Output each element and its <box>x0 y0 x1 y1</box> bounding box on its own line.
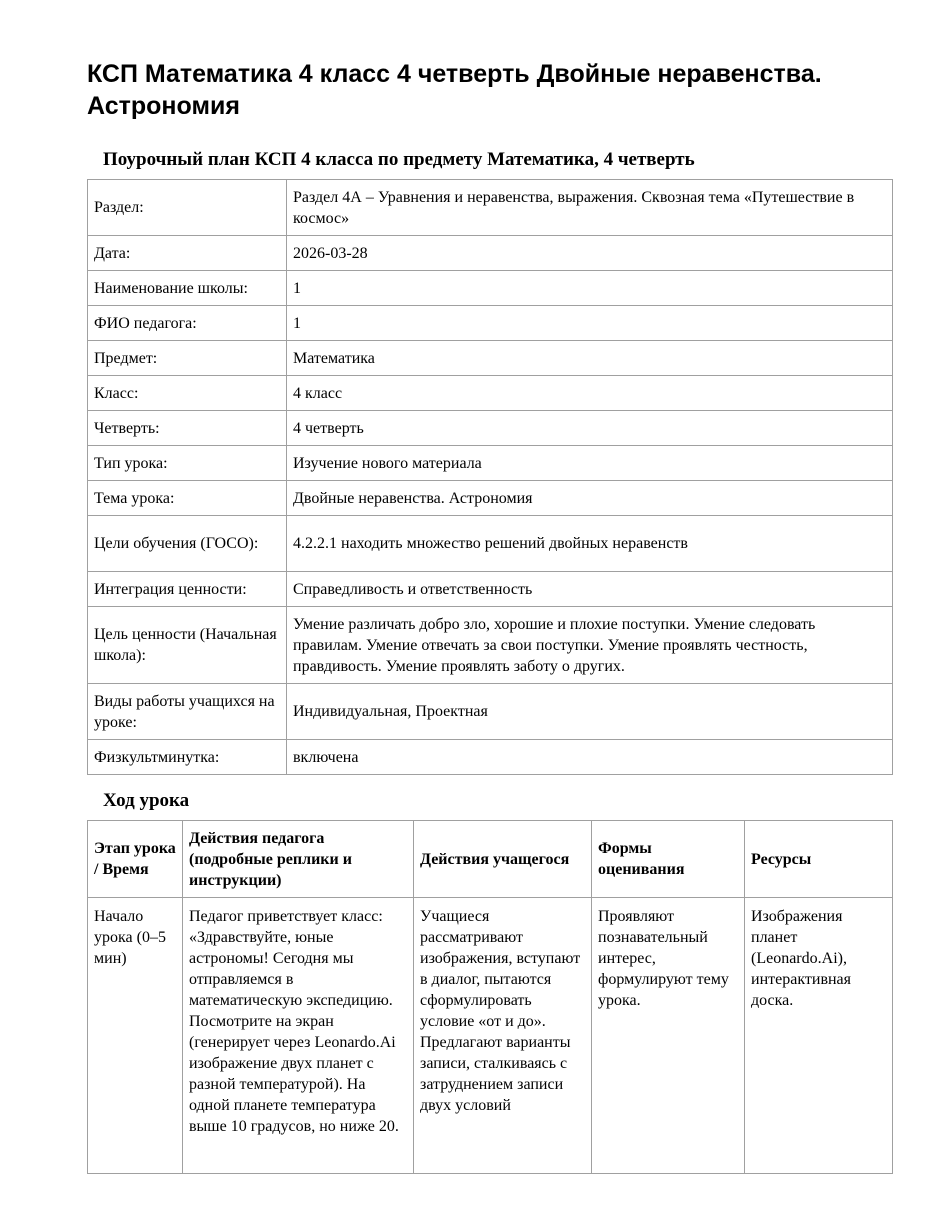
info-value: 4 четверть <box>287 411 893 446</box>
info-label: Раздел: <box>88 180 287 236</box>
table-row <box>88 898 893 1174</box>
info-row <box>88 684 893 740</box>
info-value: 1 <box>287 306 893 341</box>
info-value: 4 класс <box>287 376 893 411</box>
cell-teacher-actions <box>183 898 414 1174</box>
plan-heading: Поурочный план КСП 4 класса по предмету Математика, 4 четверть <box>103 149 695 170</box>
cell-assessment-text: Проявляют познавательный интерес, формулируют тему урока. <box>598 908 729 1009</box>
cell-teacher-actions-text: Педагог приветствует класс: «Здравствуйте, юные астрономы! Сегодня мы отправляемся в математическую экспедицию. Посмотрите на экран (генерирует через Leonardo.Ai изображение двух планет с разной температурой). На одной планете температура выше 10 градусов, но ниже 20. <box>189 908 399 1135</box>
info-value: Справедливость и ответственность <box>287 572 893 607</box>
info-value: 1 <box>287 271 893 306</box>
info-label: Наименование школы: <box>88 271 287 306</box>
cell-resources <box>745 898 893 1174</box>
info-row <box>88 516 893 572</box>
info-value: Двойные неравенства. Астрономия <box>287 481 893 516</box>
cell-assessment <box>592 898 745 1174</box>
info-label: Виды работы учащихся на уроке: <box>88 684 287 740</box>
info-row <box>88 376 893 411</box>
info-label: Класс: <box>88 376 287 411</box>
info-row <box>88 180 893 236</box>
column-header-resources: Ресурсы <box>745 821 893 898</box>
info-row <box>88 607 893 684</box>
info-row <box>88 446 893 481</box>
info-value: включена <box>287 740 893 775</box>
lesson-info-table <box>87 179 893 775</box>
info-value: Умение различать добро зло, хорошие и плохие поступки. Умение следовать правилам. Умение отвечать за свои поступки. Умение проявлять честность, правдивость. Умение проявлять заботу о других. <box>287 607 893 684</box>
info-value: Изучение нового материала <box>287 446 893 481</box>
info-label: Дата: <box>88 236 287 271</box>
lesson-course-table <box>87 820 893 1174</box>
info-label: Предмет: <box>88 341 287 376</box>
info-value: Раздел 4А – Уравнения и неравенства, выражения. Сквозная тема «Путешествие в космос» <box>287 180 893 236</box>
column-header-teacher-actions: Действия педагога (подробные реплики и инструкции) <box>183 821 414 898</box>
info-value: 2026-03-28 <box>287 236 893 271</box>
column-header-assessment: Формы оценивания <box>592 821 745 898</box>
info-row <box>88 236 893 271</box>
course-header-row <box>88 821 893 898</box>
info-row <box>88 341 893 376</box>
info-row <box>88 481 893 516</box>
cell-resources-text: Изображения планет (Leonardo.Ai), интерактивная доска. <box>751 908 852 1009</box>
info-label: Цель ценности (Начальная школа): <box>88 607 287 684</box>
info-row <box>88 411 893 446</box>
info-value: Математика <box>287 341 893 376</box>
cell-student-actions-text: Учащиеся рассматривают изображения, вступают в диалог, пытаются сформулировать условие «от и до». Предлагают варианты записи, сталкиваясь с затруднением записи двух условий <box>420 908 581 1114</box>
info-label: Цели обучения (ГОСО): <box>88 516 287 572</box>
info-label: ФИО педагога: <box>88 306 287 341</box>
cell-stage-text: Начало урока (0–5 мин) <box>94 908 166 967</box>
info-value: Индивидуальная, Проектная <box>287 684 893 740</box>
info-label: Тип урока: <box>88 446 287 481</box>
info-label: Четверть: <box>88 411 287 446</box>
info-label: Тема урока: <box>88 481 287 516</box>
document-title: КСП Математика 4 класс 4 четверть Двойные неравенства. Астрономия <box>87 60 822 120</box>
lesson-heading: Ход урока <box>103 790 190 811</box>
info-value: 4.2.2.1 находить множество решений двойных неравенств <box>287 516 893 572</box>
info-label: Интеграция ценности: <box>88 572 287 607</box>
info-row <box>88 306 893 341</box>
column-header-student-actions: Действия учащегося <box>414 821 592 898</box>
column-header-stage: Этап урока / Время <box>88 821 183 898</box>
cell-student-actions <box>414 898 592 1174</box>
info-row <box>88 572 893 607</box>
cell-stage <box>88 898 183 1174</box>
info-label: Физкультминутка: <box>88 740 287 775</box>
info-row <box>88 271 893 306</box>
info-row <box>88 740 893 775</box>
